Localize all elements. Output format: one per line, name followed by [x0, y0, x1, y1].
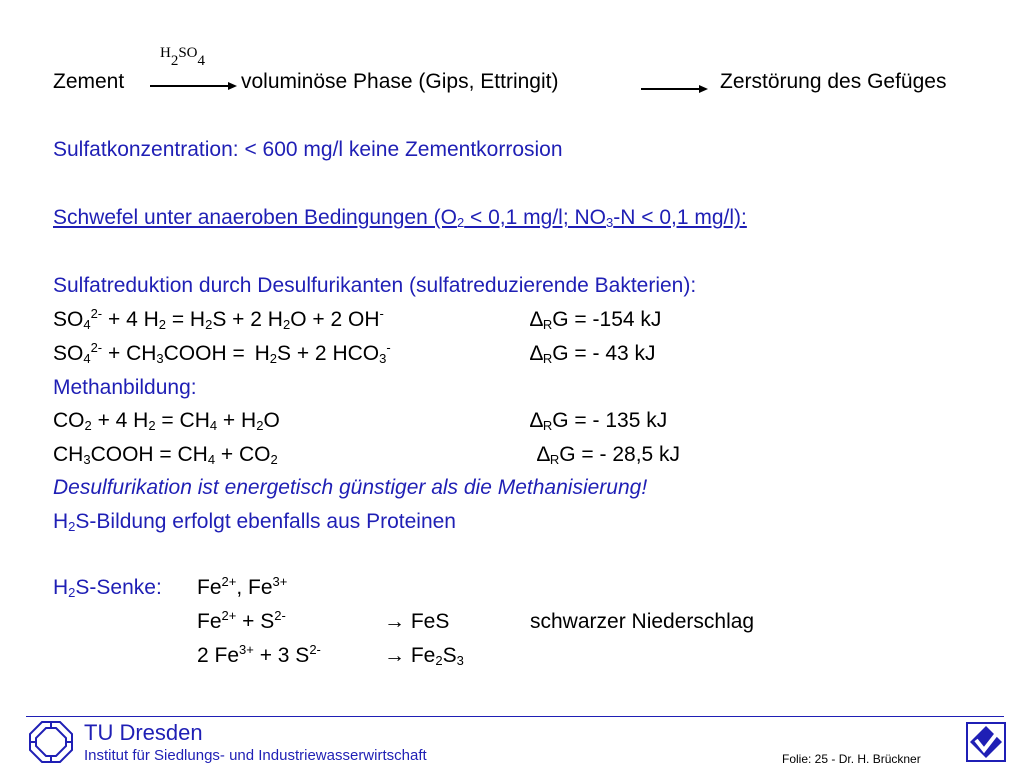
footer-divider — [26, 716, 1004, 717]
footer-slide-info: Folie: 25 - Dr. H. Brückner — [782, 752, 921, 766]
reaction-arrow-1-head — [228, 82, 237, 90]
reaction-arrow-2 — [641, 88, 701, 90]
anaerobic-conditions-line: Schwefel unter anaeroben Bedingungen ($O_2 < 0,1$ mg/l; $NO_3-N < 0,1$ mg/l): — [53, 206, 747, 230]
voluminous-phase-label: voluminöse Phase (Gips, Ettringit) — [241, 70, 559, 93]
desulfurication-statement: Desulfurikation ist energetisch günstiger als die Methanisierung! — [53, 476, 648, 499]
reagent-label: H2SO4 — [160, 45, 206, 69]
h2s-sink-label: $H_2S$-Senke: — [53, 576, 162, 600]
equation-4-energy: $\Delta_RG$ = - 28,5 kJ — [537, 443, 681, 467]
black-precipitate-note: schwarzer Niederschlag — [530, 610, 755, 633]
sulfate-concentration-line: Sulfatkonzentration: < 600 mg/l keine Zementkorrosion — [53, 138, 563, 161]
h2s-sink-row-1: $Fe^{2+}$, $Fe^{3+}$ — [197, 574, 288, 599]
tu-dresden-logo-icon — [28, 720, 74, 764]
methane-formation-heading: Methanbildung: — [53, 376, 197, 399]
h2s-sink-row-2-product: → FeS — [384, 610, 450, 633]
reaction-arrow-2-head — [699, 85, 708, 93]
footer-institute: Institut für Siedlungs- und Industriewasserwirtschaft — [84, 747, 427, 764]
equation-2: $SO_4^{2-}$ + $CH_3COOH = H_2S + 2$ $HCO_3^-$ — [53, 340, 391, 366]
equation-1: $SO_4^{2-} + 4$ $H_2 = H_2S + 2$ $H_2O + 2$ OH- — [53, 306, 384, 332]
equation-2-energy: $\Delta_RG$ = - 43 kJ — [530, 342, 656, 366]
equation-3: $CO_2 + 4$ $H_2 = CH_4 + H_2O$ — [53, 409, 280, 433]
reaction-arrow-1 — [150, 85, 230, 87]
h2s-sink-row-3-reactants: 2 $Fe^{3+} + 3$ $S^{2-}$ — [197, 642, 321, 667]
equation-1-energy: $\Delta_RG = -154$ kJ — [530, 308, 662, 332]
h2s-sink-row-3-product: → $Fe_2S_3$ — [384, 644, 464, 668]
footer-organization: TU Dresden — [84, 720, 203, 745]
equation-4: $CH_3COOH = CH_4 + CO_2$ — [53, 443, 278, 467]
arrow-right-icon: → — [384, 610, 405, 633]
destruction-label: Zerstörung des Gefüges — [720, 70, 947, 93]
h2s-formation-line: $H_2S$-Bildung erfolgt ebenfalls aus Proteinen — [53, 510, 456, 534]
institute-logo-icon — [966, 722, 1006, 762]
h2s-sink-row-2-reactants: $Fe^{2+} + S^{2-}$ — [197, 608, 286, 633]
arrow-right-icon: → — [384, 644, 405, 667]
equation-3-energy: $\Delta_RG$ = - 135 kJ — [530, 409, 668, 433]
sulfate-reduction-heading: Sulfatreduktion durch Desulfurikanten (sulfatreduzierende Bakterien): — [53, 274, 697, 297]
cement-label: Zement — [53, 70, 125, 93]
